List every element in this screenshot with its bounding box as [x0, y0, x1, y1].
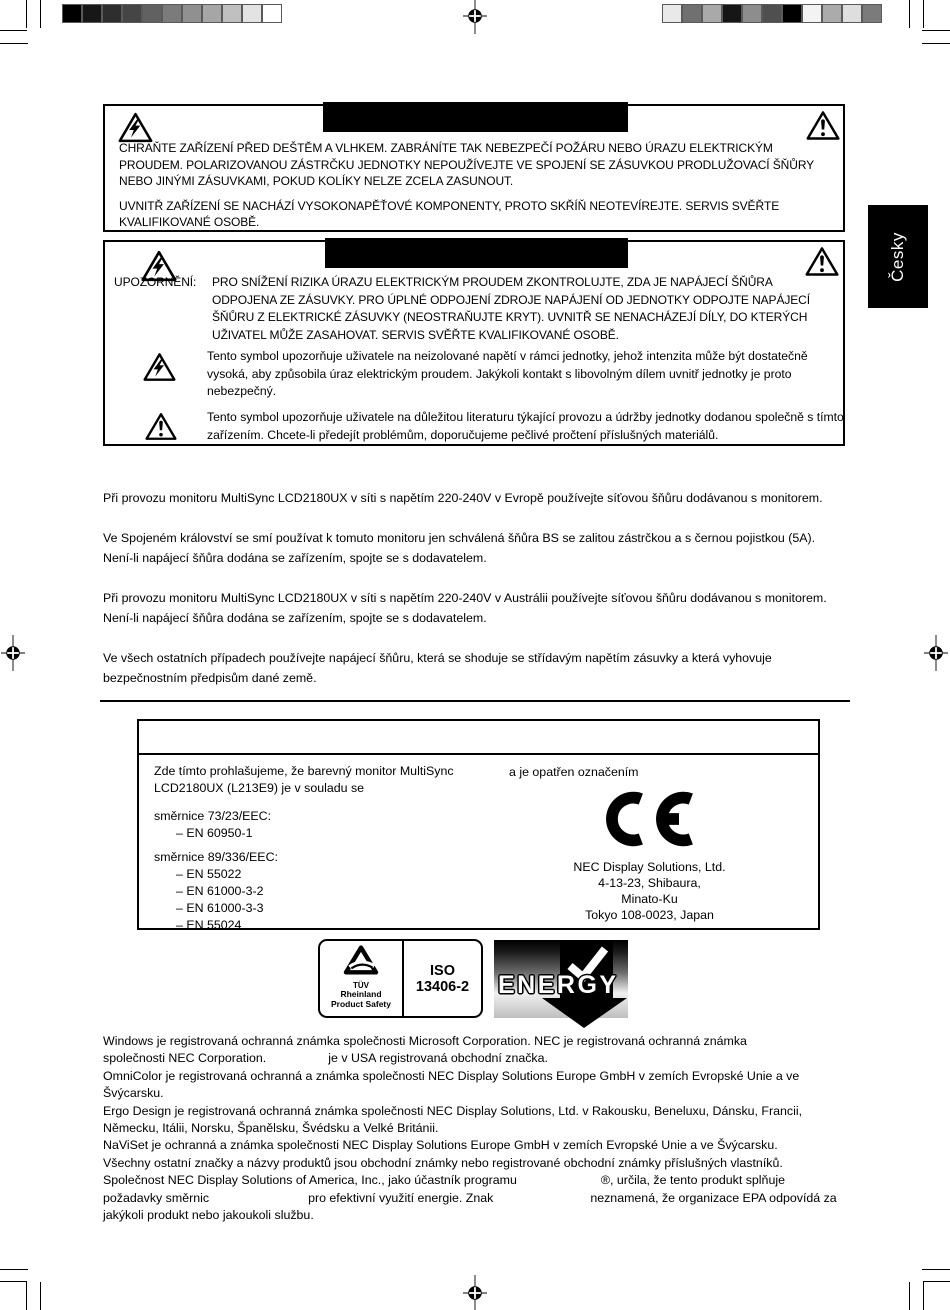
- trademark-notices: [103, 1033, 893, 1224]
- redacted-title-bar: [323, 102, 628, 132]
- language-tab-label: Česky: [887, 231, 907, 282]
- caution-body-text: PRO SNÍŽENÍ RIZIKA ÚRAZU ELEKTRICKÝM PROUDEM ZKONTROLUJTE, ZDA JE NAPÁJECÍ ŠŇŮRA ODPOJENA ZE ZÁSUVKY. PRO ÚPLNÉ ODPOJENÍ ZDROJE NAPÁJENÍ OD JEDNOTKY ODPOJTE NAPÁJECÍ ŠŇŮRU Z ELEKTRICKÉ ZÁSUVKY (NEOSTRAŇUJTE KRYT). UVNITŘ SE NENACHÁZEJÍ DÍLY, DO KTERÝCH UŽIVATEL MŮŽE ZASAHOVAT. SERVIS SVĚŘTE KVALIFIKOVANÉ OSOBĚ.: [212, 275, 810, 342]
- warning-text: [119, 140, 835, 239]
- calibration-swatch: [702, 4, 722, 23]
- registration-target-left: [0, 635, 27, 671]
- trademark-text: Německu, Itálii, Norsku, Španělsku, Švédsku a Velké Británii.: [103, 1120, 439, 1135]
- crop-mark: [909, 1282, 910, 1310]
- redacted-trademark-gap: [266, 1061, 328, 1062]
- tuv-label: TÜV: [353, 981, 369, 990]
- redacted-title-bar: [325, 238, 628, 268]
- calibration-swatch: [742, 4, 762, 23]
- crop-mark: [922, 1269, 950, 1270]
- trademark-text: Windows je registrovaná ochranná známka společnosti Microsoft Corporation. NEC je registrovaná ochranná známka: [103, 1034, 747, 1048]
- trademark-line: [103, 1172, 893, 1189]
- crop-mark: [923, 1282, 924, 1310]
- crop-mark: [40, 0, 41, 28]
- trademark-text: Švýcarsku.: [103, 1086, 164, 1101]
- voltage-symbol-note: Tento symbol upozorňuje uživatele na neizolované napětí v rámci jednotky, jehož intenzita může být dostatečně vysoká, aby způsobila úraz elektrickým proudem. Jakýkoli kontakt s libovolným dílem uvnitř jednotky je proto nebezpečný.: [207, 349, 808, 398]
- declaration-intro: Zde tímto prohlašujeme, že barevný monitor MultiSync LCD2180UX (L213E9) je v souladu se: [154, 764, 454, 795]
- paragraph: Při provozu monitoru MultiSync LCD2180UX v síti s napětím 220-240V v Austrálii používejte síťovou šňůru dodávanou s monitorem. Není-li napájecí šňůra dodána se zařízením, spojte se s dodavatelem.: [103, 591, 827, 625]
- trademark-line: [103, 1120, 893, 1137]
- directive-standard: – EN 61000-3-2: [176, 884, 264, 898]
- calibration-swatch: [682, 4, 702, 23]
- iso-label: ISO: [430, 962, 455, 979]
- trademark-line: [103, 1190, 893, 1207]
- calibration-swatch: [662, 4, 682, 23]
- directive-standard: – EN 55022: [176, 867, 242, 881]
- power-cord-notes: [103, 488, 841, 708]
- tuv-logo-cell: [320, 941, 404, 1016]
- calibration-swatch: [142, 4, 162, 23]
- calibration-swatch: [222, 4, 242, 23]
- trademark-text: OmniColor je registrovaná ochranná a známka společnosti NEC Display Solutions Europe GmbH v zemích Evropské Unie a ve: [103, 1068, 800, 1083]
- paragraph: CHRAŇTE ZAŘÍZENÍ PŘED DEŠTĚM A VLHKEM. ZABRÁNÍTE TAK NEBEZPEČÍ POŽÁRU NEBO ÚRAZU ELEKTRICKÝM PROUDEM. POLARIZOVANOU ZÁSTRČKU JEDNOTKY NEPOUŽÍVEJTE VE SPOJENÍ SE ZÁSUVKOU PRODLUŽOVACÍ ŠŇŮRY NEBO JINÝMI ZÁSUVKAMI, POKUD KOLÍKY NELZE ZCELA ZASUNOUT.: [119, 141, 814, 188]
- warning-box-rain-moisture: [103, 104, 845, 232]
- directives-list: [154, 801, 278, 934]
- paragraph: Ve všech ostatních případech používejte napájecí šňůru, která se shoduje se střídavým napětím zásuvky a která vyhovuje bezpečnostním předpisům dané země.: [103, 651, 772, 685]
- directive-standard: – EN 55024: [176, 918, 242, 932]
- trademark-line: [103, 1137, 893, 1154]
- registration-target-right: [922, 635, 950, 671]
- declaration-of-conformity-box: [137, 719, 820, 930]
- calibration-swatch: [162, 4, 182, 23]
- calibration-swatch: [822, 4, 842, 23]
- tuv-rheinland-triangle-icon: [343, 945, 379, 980]
- energy-star-logo: [494, 940, 628, 1018]
- trademark-line: [103, 1085, 893, 1102]
- calibration-swatch: [862, 4, 882, 23]
- calibration-swatch: [802, 4, 822, 23]
- trademark-line: [103, 1207, 893, 1224]
- manufacturer-address: [527, 859, 772, 923]
- calibration-swatch: [122, 4, 142, 23]
- redacted-trademark-gap: [209, 1201, 308, 1202]
- calibration-swatch: [182, 4, 202, 23]
- crop-mark: [909, 0, 910, 28]
- trademark-text: ®, určila, že tento produkt splňuje: [600, 1173, 785, 1188]
- calibration-swatch: [842, 4, 862, 23]
- address-line: NEC Display Solutions, Ltd.: [573, 860, 726, 874]
- tuv-label: Product Safety: [331, 998, 391, 1009]
- address-line: Minato-Ku: [621, 892, 678, 906]
- ce-mark-logo: [599, 781, 699, 862]
- declaration-header-band: [139, 721, 818, 755]
- grayscale-calibration-bar-left: [62, 4, 282, 23]
- calibration-swatch: [82, 4, 102, 23]
- trademark-text: společnosti NEC Corporation.: [103, 1051, 267, 1066]
- registration-target-top: [461, 0, 489, 34]
- trademark-text: je v USA registrovaná obchodní značka.: [328, 1051, 548, 1066]
- exclamation-triangle-icon: [145, 412, 177, 446]
- crop-mark: [26, 1282, 27, 1310]
- trademark-line: [103, 1103, 893, 1120]
- trademark-text: požadavky směrnic: [103, 1190, 210, 1205]
- calibration-swatch: [102, 4, 122, 23]
- registration-target-bottom: [461, 1275, 489, 1310]
- iso-standard-number: 13406-2: [415, 978, 470, 995]
- ce-marking-note: a je opatřen označením: [509, 765, 639, 779]
- address-line: 4-13-23, Shibaura,: [598, 876, 701, 890]
- trademark-text: Všechny ostatní značky a názvy produktů jsou obchodní známky nebo registrované obchodní známky příslušných vlastníků.: [103, 1155, 783, 1170]
- crop-mark: [0, 30, 27, 31]
- redacted-trademark-gap: [493, 1201, 590, 1202]
- section-divider: [100, 700, 850, 702]
- calibration-swatch: [62, 4, 82, 23]
- crop-mark: [923, 1281, 950, 1282]
- trademark-text: pro efektivní využití energie. Znak: [308, 1190, 494, 1205]
- directive-title: směrnice 89/336/EEC:: [154, 850, 278, 864]
- calibration-swatch: [262, 4, 282, 23]
- trademark-text: neznamená, že organizace EPA odpovídá za: [590, 1190, 837, 1205]
- calibration-swatch: [762, 4, 782, 23]
- calibration-swatch: [202, 4, 222, 23]
- caution-label: UPOZORNĚNÍ:: [114, 275, 197, 289]
- paragraph: Při provozu monitoru MultiSync LCD2180UX v síti s napětím 220-240V v Evropě používejte síťovou šňůru dodávanou s monitorem.: [103, 491, 823, 505]
- crop-mark: [922, 30, 950, 31]
- literature-symbol-note: Tento symbol upozorňuje uživatele na důležitou literaturu týkající provozu a údržby jednotky dodanou společně s tímto zařízením. Chcete-li předejít problémům, doporučujeme pečlivé pročtení příslušných materiálů.: [207, 410, 844, 442]
- trademark-line: [103, 1033, 893, 1050]
- caution-box-power-cord: [103, 240, 845, 446]
- calibration-swatch: [242, 4, 262, 23]
- tuv-label: Rheinland: [340, 989, 382, 999]
- calibration-swatch: [782, 4, 802, 23]
- paragraph: UVNITŘ ZAŘÍZENÍ SE NACHÁZÍ VYSOKONAPĚŤOVÉ KOMPONENTY, PROTO SKŘÍŇ NEOTEVÍREJTE. SERVIS SVĚŘTE KVALIFIKOVANÉ OSOBĚ.: [119, 198, 780, 229]
- tuv-rheinland-badge: [318, 939, 483, 1018]
- language-tab-cesky: [868, 205, 928, 308]
- energy-star-wordmark: ENERGY: [498, 971, 619, 999]
- crop-mark: [40, 1282, 41, 1310]
- directive-standard: – EN 61000-3-3: [176, 901, 264, 915]
- crop-mark: [922, 43, 950, 44]
- crop-mark: [0, 1269, 28, 1270]
- crop-mark: [0, 1281, 27, 1282]
- address-line: Tokyo 108-0023, Japan: [585, 908, 714, 922]
- trademark-line: [103, 1068, 893, 1085]
- directive-standard: – EN 60950-1: [176, 826, 253, 840]
- directive-title: směrnice 73/23/EEC:: [154, 809, 272, 823]
- redacted-trademark-gap: [517, 1183, 601, 1184]
- trademark-line: [103, 1050, 893, 1067]
- trademark-text: jakýkoli produkt nebo jakoukoli službu.: [103, 1207, 314, 1222]
- crop-mark: [26, 0, 27, 28]
- trademark-line: [103, 1155, 893, 1172]
- crop-mark: [923, 0, 924, 28]
- crop-mark: [0, 43, 28, 44]
- calibration-swatch: [722, 4, 742, 23]
- paragraph: Ve Spojeném království se smí používat k tomuto monitoru jen schválená šňůra BS se zalitou zástrčkou a s černou pojistkou (5A). Není-li napájecí šňůra dodána se zařízením, spojte se s dodavatelem.: [103, 531, 816, 565]
- trademark-text: NaViSet je ochranná a známka společnosti NEC Display Solutions Europe GmbH v zemích Evropské Unie a ve Švýcarsku.: [103, 1138, 778, 1153]
- trademark-text: Ergo Design je registrovaná ochranná známka společnosti NEC Display Solutions, Ltd. v Rakousku, Beneluxu, Dánsku, Francii,: [103, 1103, 803, 1118]
- lightning-triangle-icon: [143, 352, 176, 387]
- iso-standard-cell: [404, 941, 481, 1016]
- caution-statement: [114, 274, 840, 344]
- trademark-text: Společnost NEC Display Solutions of America, Inc., jako účastník programu: [103, 1173, 517, 1188]
- color-calibration-bar-right: [662, 4, 882, 23]
